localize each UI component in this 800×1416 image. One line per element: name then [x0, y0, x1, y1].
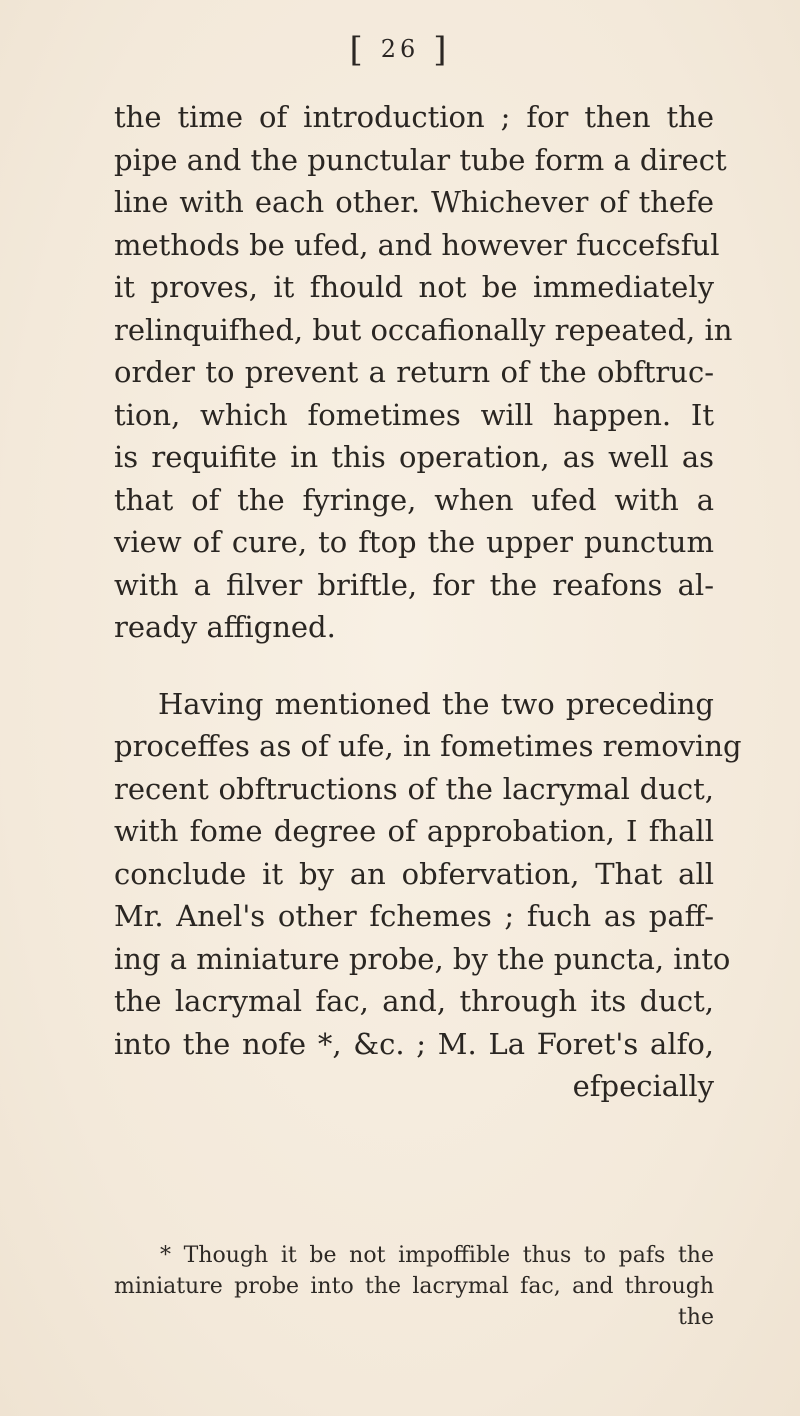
text-line: line with each other. Whichever of thefe: [114, 185, 714, 219]
main-text: [114, 96, 742, 1108]
text-line: that of the fyringe, when ufed with a: [114, 482, 714, 517]
page-header: [0, 30, 800, 70]
text-line: Mr. Anel's other fchemes ; fuch as paff-: [114, 899, 714, 933]
text-line: proceffes as of ufe, in fometimes removing: [114, 729, 742, 763]
open-bracket: [: [349, 30, 367, 70]
paragraph-spacer: [114, 649, 714, 683]
paragraph-1: [114, 96, 733, 649]
page-number: 26: [380, 35, 420, 63]
text-line: it proves, it fhould not be immediately: [114, 270, 714, 304]
text-line: with fome degree of approbation, I fhall: [114, 814, 714, 848]
footnote-catchword: the: [677, 1305, 714, 1330]
text-line: Having mentioned the two preceding: [158, 686, 714, 721]
text-line: with a filver briftle, for the reafons al-: [114, 567, 714, 602]
close-bracket: ]: [433, 30, 451, 70]
catchword: efpecially: [572, 1069, 714, 1103]
text-line: methods be ufed, and however fuccefsful: [114, 227, 720, 262]
text-line: pipe and the punctular tube form a direct: [114, 142, 727, 177]
text-line: is requifite in this operation, as well as: [114, 440, 714, 474]
text-line: ing a miniature probe, by the puncta, into: [114, 941, 731, 976]
footnote-line: * Though it be not impoffible thus to pafs the: [160, 1243, 714, 1268]
footnote-line: miniature probe into the lacrymal fac, and through: [114, 1274, 714, 1299]
text-line: the lacrymal fac, and, through its duct,: [114, 984, 714, 1018]
text-line: into the nofe *, &c. ; M. La Foret's alfo,: [114, 1026, 714, 1061]
text-line: tion, which fometimes will happen. It: [114, 397, 714, 432]
text-line: the time of introduction ; for then the: [114, 100, 714, 134]
paragraph-2: [114, 683, 742, 1108]
text-line: order to prevent a return of the obftruc-: [114, 355, 714, 389]
text-line: relinquifhed, but occafionally repeated, in: [114, 312, 733, 347]
text-line: recent obftructions of the lacrymal duct,: [114, 771, 714, 806]
footnote: [114, 1240, 714, 1333]
text-line: conclude it by an obfervation, That all: [114, 856, 714, 891]
text-line: view of cure, to ftop the upper punctum: [114, 525, 714, 559]
text-line: ready affigned.: [114, 610, 336, 644]
